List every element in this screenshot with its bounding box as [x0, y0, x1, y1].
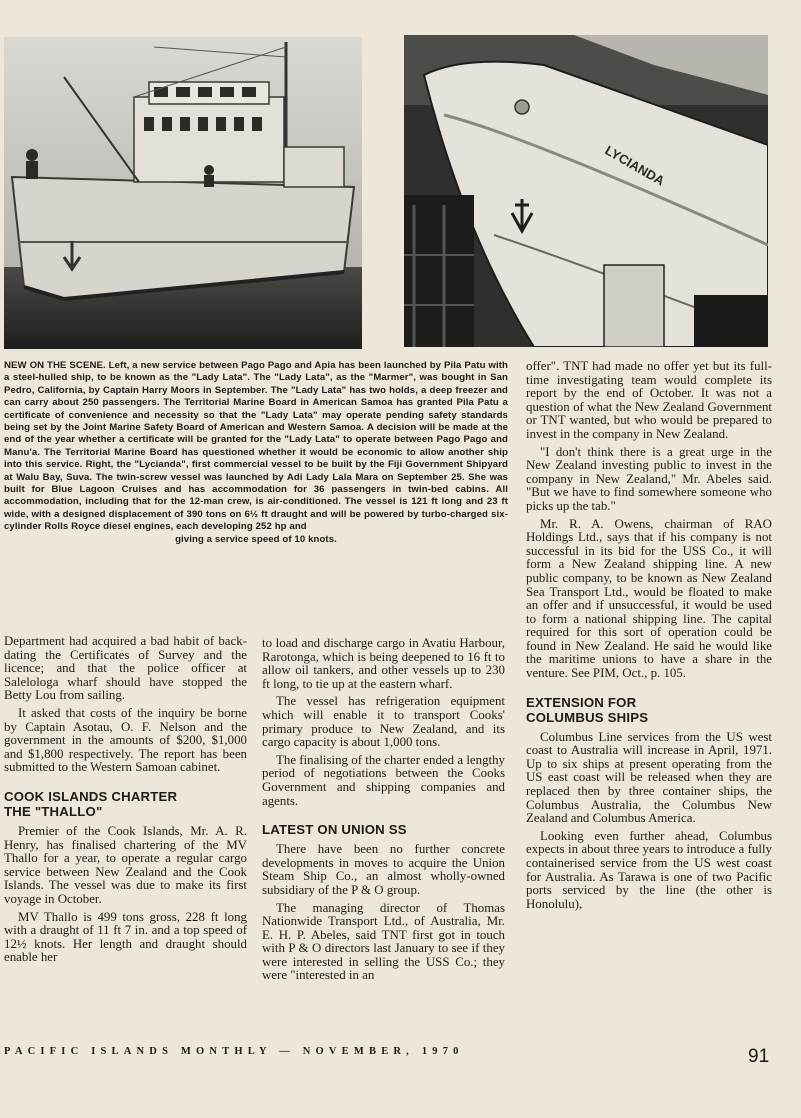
- caption-body: Left, a new service between Pago Pago and Apia has been launched by Pila Patu with a steel-hulled ship, to be known as the "Lady Lata". The "Lady Lata", as the "Marmer", was bought in San Pedro, California, by Captain Harry Moors in September. The "Lady Lata" has two holds, a deep freezer and can carry about 250 passengers. The Territorial Marine Board in American Samoa has granted Pila Patu a certificate of convenience and necessity so that the "Lady Lata" may operate pending safety standards being set by the Joint Marine Safety Board of American and Western Samoa. A decision will be made at the end of the year whether a certificate will be granted for the "Lady Lata" to operate between Pago Pago and Manu'a. The Territorial Marine Board has questioned whether it would be economic to allow another ship into this service. Right, the "Lycianda", first commercial vessel to be built by the Fiji Government Shipyard at Walu Bay, Suva. The twin-screw vessel was launched by Adi Lady Lala Mara on September 25. She was built for Blue Lagoon Cruises and has accommodation for 36 passengers in twin-bed cabins. All accommodation, including that for the 12-man crew, is air-conditioned. The vessel is 121 ft long and 23 ft wide, with a designed displacement of 390 tons on 6½ ft draught and will be powered by turbo-charged six-cylinder Rolls Royce diesel engines, each developing 252 hp and: [4, 360, 508, 533]
- heading-line: COOK ISLANDS CHARTER: [4, 788, 178, 804]
- article-column-3: [526, 360, 772, 915]
- page-number: 91: [748, 1046, 770, 1067]
- article-column-1: [4, 635, 247, 969]
- heading-line: COLUMBUS SHIPS: [526, 709, 649, 725]
- lycianda-hull-name: LYCIANDA: [602, 142, 668, 189]
- paragraph: The vessel has refrigeration equipment which will enable it to transport Cooks' primary produce to New Zealand, and its cargo capacity is about 1,000 tons.: [262, 694, 505, 750]
- paragraph: There have been no further concrete developments in moves to acquire the Union Steam Ship Co., an almost wholly-owned subsidiary of the P & O group.: [262, 842, 505, 897]
- paragraph: Columbus Line services from the US west coast to Australia will increase in April, 1971. Up to six ships at present operating from the US east coast will be released when they are replaced then by three container ships, the Columbus Australia, the Columbus New Zealand and Columbus America.: [526, 729, 772, 826]
- section-heading-columbus: [526, 695, 772, 725]
- heading-line: EXTENSION FOR: [526, 694, 637, 710]
- lycianda-photo: [404, 35, 768, 347]
- photo-caption: [4, 360, 508, 546]
- caption-lead: NEW ON THE SCENE.: [4, 360, 106, 371]
- paragraph: offer". TNT had made no offer yet but its full-time investigating team would complete its report by the end of October. It was not a question of what the New Zealand Government or TNT wanted, but who would be prepared to invest in the company in New Zealand.: [526, 359, 772, 441]
- lady-lata-illustration: [4, 37, 362, 349]
- caption-last-line: giving a service speed of 10 knots.: [175, 533, 337, 545]
- section-heading-union-ss: LATEST ON UNION SS: [262, 822, 407, 838]
- paragraph: The finalising of the charter ended a lengthy period of negotiations between the Cooks Government and shipping companies and agents.: [262, 752, 505, 808]
- paragraph: "I don't think there is a great urge in the New Zealand investing public to invest in the company in New Zealand," Mr. Abeles said. "But we have to find somewhere someone who picks up the tab.": [526, 444, 772, 513]
- paragraph: to load and discharge cargo in Avatiu Harbour, Rarotonga, which is being deepened to 16 ft to allow oil tankers, and other vessels up to 230 ft long, to tie up at the eastern wharf.: [262, 636, 505, 691]
- paragraph: Looking even further ahead, Columbus expects in about three years to introduce a fully containerised service from the US west coast for Australia. As Tarawa is one of two Pacific ports serviced by the line (the other is Honolulu),: [526, 828, 772, 911]
- paragraph: It asked that costs of the inquiry be borne by Captain Asotau, O. F. Nelson and the government in the amounts of $200, $1,000 and $1,800 respectively. The report has been submitted to the Western Samoan cabinet.: [4, 705, 247, 775]
- lady-lata-photo: [4, 37, 362, 349]
- paragraph: Mr. R. A. Owens, chairman of RAO Holdings Ltd., says that if his company is not successful in its bid for the USS Co., it will form a New Zealand shipping line. A new public company, to be known as New Zealand Sea Transport Ltd., would be floated to make an offer and if unsuccessful, it would be used to form a national shipping line. The capital required for this sort of operation could be found in New Zealand. He said he would like the maritime unions to have a share in the venture. See PIM, Oct., p. 105.: [526, 516, 772, 681]
- paragraph: Department had acquired a bad habit of back-dating the Certificates of Survey and the licence; and that the police officer at Salelologa wharf should have stopped the Betty Lou from sailing.: [4, 634, 247, 703]
- running-footer: PACIFIC ISLANDS MONTHLY — NOVEMBER, 1970: [4, 1046, 464, 1057]
- paragraph: The managing director of Thomas Nationwide Transport Ltd., of Australia, Mr. E. H. P. Abeles, said TNT first got in touch with P & O directors last January to see if they were interested in selling the USS Co.; they were "interested in an: [262, 900, 505, 983]
- section-heading-cook-islands: [4, 789, 247, 819]
- heading-line: THE "THALLO": [4, 803, 103, 819]
- paragraph: MV Thallo is 499 tons gross, 228 ft long with a draught of 11 ft 7 in. and a top speed of 12½ knots. Her length and draught should enable her: [4, 909, 247, 965]
- paragraph: Premier of the Cook Islands, Mr. A. R. Henry, has finalised chartering of the MV Thallo for a year, to operate a regular cargo service between New Zealand and the Cook Islands. The vessel was due to make its first voyage in October.: [4, 823, 247, 906]
- lycianda-illustration: [404, 35, 768, 347]
- article-column-2: [262, 637, 505, 987]
